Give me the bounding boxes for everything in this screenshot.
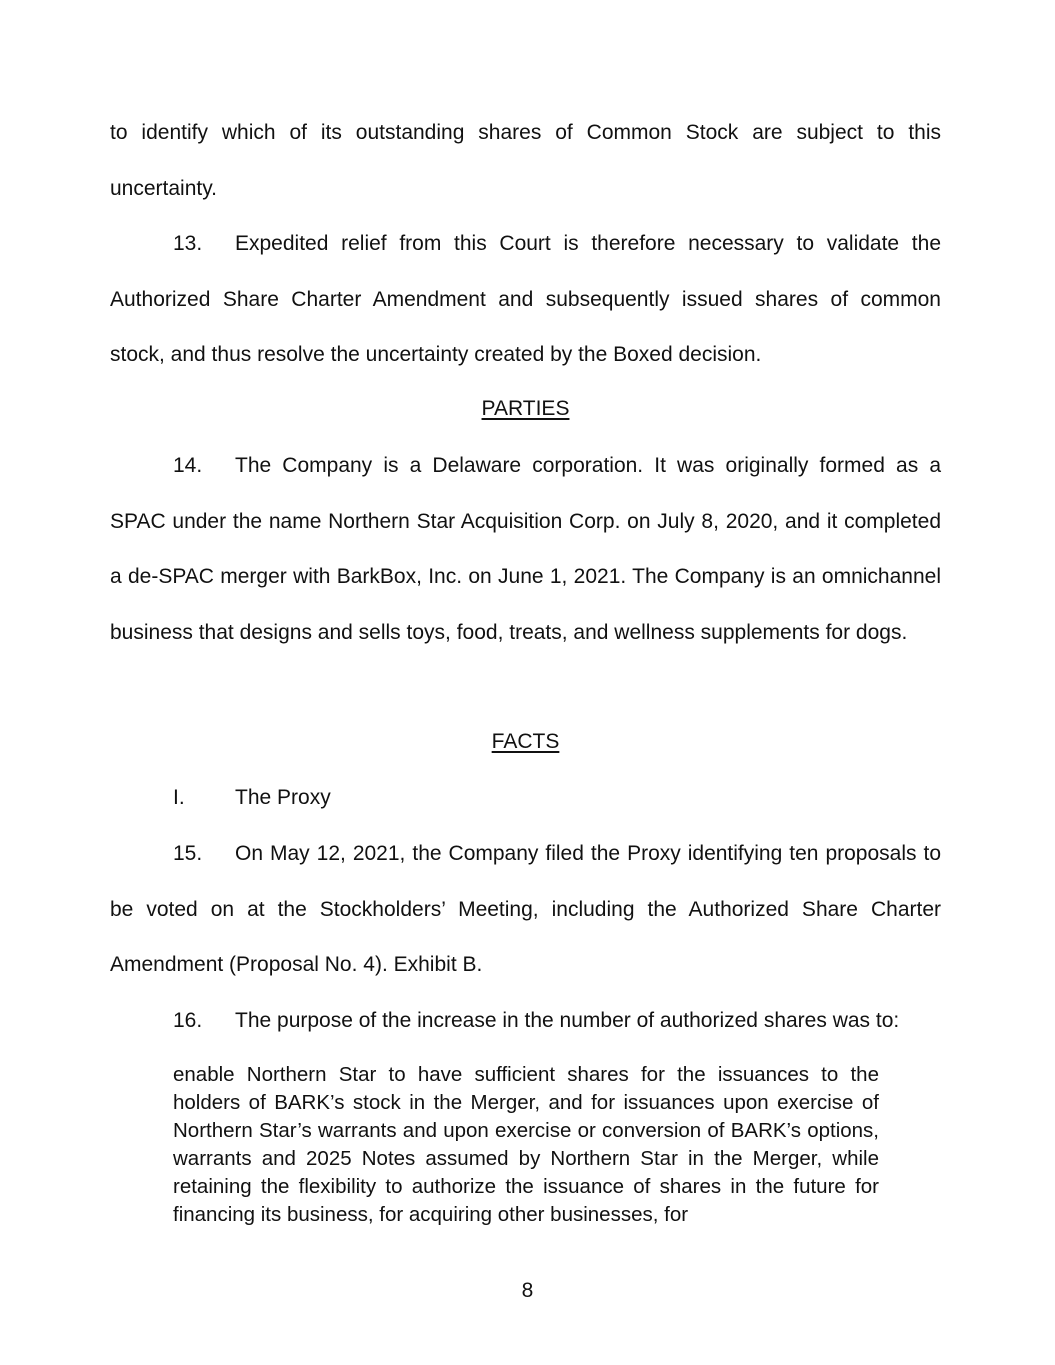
paragraph-number: 13. [173, 232, 203, 255]
subsection-number: I. [173, 786, 185, 809]
paragraph-text: On May 12, 2021, the Company filed the Proxy identifying ten proposals to be voted on at the Stockholders’ Meeting, including the Authorized Share Charter Amendment (Proposal No. 4). Exhibit B. [110, 842, 941, 976]
paragraph-12-continued: to identify which of its outstanding shares of Common Stock are subject to this uncertainty. [110, 121, 941, 200]
paragraph-15 [110, 826, 941, 993]
paragraph-text: Expedited relief from this Court is therefore necessary to validate the Authorized Share Charter Amendment and subsequently issued shares of common stock, and thus resolve the uncertainty created by the Boxed decision. [110, 232, 941, 366]
paragraph-text: The purpose of the increase in the number of authorized shares was to: [235, 1009, 900, 1032]
paragraph-number: 16. [173, 1009, 203, 1032]
section-heading-facts: FACTS [491, 730, 560, 753]
paragraph-13 [110, 216, 941, 383]
section-heading-parties: PARTIES [481, 397, 570, 420]
paragraph-number: 15. [173, 842, 203, 865]
subsection-title: The Proxy [235, 786, 331, 809]
paragraph-number: 14. [173, 454, 203, 477]
page-number: 8 [521, 1279, 534, 1302]
block-quote: enable Northern Star to have sufficient shares for the issuances to the holders of BARK’s stock in the Merger, and for issuances upon exercise of Northern Star’s warrants and upon exercise or conversion of BARK’s options, warrants and 2025 Notes assumed by Northern Star in the Merger, while retaining the flexibility to authorize the issuance of shares in the future for financing its business, for acquiring other businesses, for [173, 1063, 879, 1226]
paragraph-text: The Company is a Delaware corporation. It was originally formed as a SPAC under the name Northern Star Acquisition Corp. on July 8, 2020, and it completed a de-SPAC merger with BarkBox, Inc. on June 1, 2021. The Company is an omnichannel business that designs and sells toys, food, treats, and wellness supplements for dogs. [110, 454, 941, 644]
paragraph-14 [110, 438, 941, 660]
subsection-heading-proxy [110, 783, 941, 813]
paragraph-16 [110, 993, 941, 1049]
